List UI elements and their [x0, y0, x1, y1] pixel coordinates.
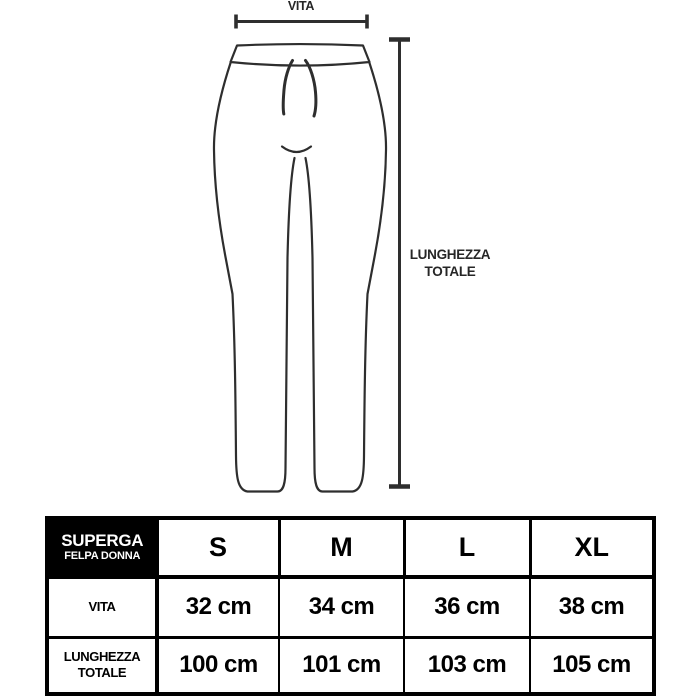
brand-cell — [47, 518, 157, 577]
pants-drawing — [214, 44, 386, 491]
waist-measure-arrow — [236, 15, 367, 29]
length-value-m: 101 cm — [279, 637, 404, 694]
table-row-waist — [47, 577, 654, 637]
waist-value-xl: 38 cm — [530, 577, 654, 637]
svg-text:LUNGHEZZA: LUNGHEZZA — [409, 247, 491, 262]
pants-crotch-seam — [282, 147, 311, 153]
size-table — [45, 516, 656, 696]
length-value-s: 100 cm — [157, 637, 279, 694]
waist-value-m: 34 cm — [279, 577, 404, 637]
pants-waistband — [231, 44, 370, 66]
waist-measure-label: VITA — [287, 0, 315, 13]
row-label-waist: VITA — [47, 577, 157, 637]
svg-text:TOTALE: TOTALE — [424, 264, 476, 279]
size-column-s: S — [157, 518, 279, 577]
table-row-total-length — [47, 637, 654, 694]
size-column-l: L — [404, 518, 530, 577]
pants-left-leg — [214, 63, 295, 492]
row-label-total-length: LUNGHEZZA TOTALE — [47, 637, 157, 694]
waist-value-s: 32 cm — [157, 577, 279, 637]
length-value-xl: 105 cm — [530, 637, 654, 694]
product-name: FELPA DONNA — [64, 550, 141, 563]
length-measure-arrow — [389, 40, 410, 487]
pants-drawstring-left — [283, 61, 292, 115]
brand-name: SUPERGA — [61, 530, 144, 550]
pants-drawstring-right — [306, 61, 316, 117]
length-value-l: 103 cm — [404, 637, 530, 694]
table-header-row — [47, 518, 654, 577]
pants-right-leg — [306, 63, 387, 492]
size-column-xl: XL — [530, 518, 654, 577]
size-column-m: M — [279, 518, 404, 577]
length-measure-label — [410, 247, 491, 279]
waist-value-l: 36 cm — [404, 577, 530, 637]
